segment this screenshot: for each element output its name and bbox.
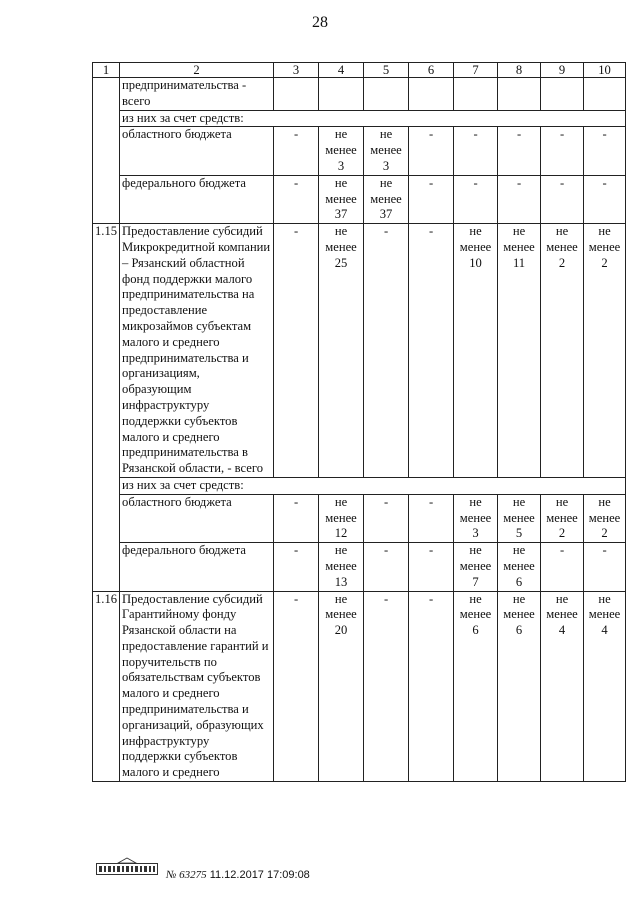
cell-value: не менее 7: [454, 543, 498, 591]
cell-value: не менее 2: [541, 224, 584, 478]
row-number: 1.15: [93, 224, 120, 591]
cell-value: -: [454, 175, 498, 223]
col-header: 3: [274, 63, 319, 78]
cell-value: не менее 11: [498, 224, 541, 478]
cell-value: не менее 4: [541, 591, 584, 782]
cell-value: не менее 37: [364, 175, 409, 223]
row-label: Предоставление субсидий Микрокредитной компании – Рязанский областной фонд поддержки малого предпринимательства на предоставление микрозаймов субъектам малого и среднего предпринимательства и организациям, образующим инфраструктуру поддержки субъектов малого и среднего предпринимательства в Рязанской области, - всего: [120, 224, 274, 478]
cell-value: не менее 3: [454, 494, 498, 542]
cell-value: -: [364, 591, 409, 782]
col-header: 2: [120, 63, 274, 78]
cell-value: -: [409, 127, 454, 175]
cell-value: -: [274, 224, 319, 478]
cell-value: -: [454, 127, 498, 175]
row-label: федерального бюджета: [120, 543, 274, 591]
document-datetime: 11.12.2017 17:09:08: [209, 869, 310, 881]
table-row: [93, 175, 626, 223]
row-label: Предоставление субсидий Гарантийному фонду Рязанской области на предоставление гарантий и поручительств по обязательствам субъектов малого и среднего предпринимательства и организаций, образующих инфраструктуру поддержки субъектов малого и среднего: [120, 591, 274, 782]
row-number: 1.16: [93, 591, 120, 782]
col-header: 1: [93, 63, 120, 78]
cell-value: -: [274, 591, 319, 782]
registry-stamp-icon: [96, 857, 158, 875]
cell-value: не менее 5: [498, 494, 541, 542]
cell-value: не менее 4: [584, 591, 626, 782]
cell-value: -: [541, 175, 584, 223]
cell-value: -: [498, 175, 541, 223]
table-row: [93, 224, 626, 478]
cell-value: не менее 6: [498, 591, 541, 782]
cell-value: не менее 37: [319, 175, 364, 223]
cell-value: -: [274, 494, 319, 542]
table-row: [93, 591, 626, 782]
table-row: [93, 110, 626, 127]
cell-value: не менее 2: [584, 224, 626, 478]
row-label: федерального бюджета: [120, 175, 274, 223]
cell-value: не менее 2: [584, 494, 626, 542]
cell-value: -: [541, 543, 584, 591]
cell-value: не менее 13: [319, 543, 364, 591]
table-row: [93, 543, 626, 591]
cell-value: -: [409, 175, 454, 223]
cell-value: -: [409, 224, 454, 478]
row-label: областного бюджета: [120, 494, 274, 542]
header-row: [93, 63, 626, 78]
table-row: [93, 494, 626, 542]
cell-value: -: [584, 127, 626, 175]
cell-value: -: [409, 543, 454, 591]
program-table: [92, 62, 626, 782]
cell-value: не менее 12: [319, 494, 364, 542]
cell-value: -: [274, 175, 319, 223]
cell-value: -: [409, 591, 454, 782]
col-header: 7: [454, 63, 498, 78]
cell-value: не менее 20: [319, 591, 364, 782]
cell-value: -: [364, 224, 409, 478]
col-header: 4: [319, 63, 364, 78]
cell-value: не менее 10: [454, 224, 498, 478]
col-header: 8: [498, 63, 541, 78]
document-number: № 63275: [166, 869, 207, 881]
cell-value: -: [364, 494, 409, 542]
cell-value: -: [274, 543, 319, 591]
col-header: 10: [584, 63, 626, 78]
cell-value: -: [498, 127, 541, 175]
page-number: 28: [312, 14, 328, 31]
row-label: предпринимательства - всего: [120, 78, 274, 111]
cell-value: не менее 3: [319, 127, 364, 175]
document-footer: [166, 869, 310, 881]
col-header: 5: [364, 63, 409, 78]
col-header: 9: [541, 63, 584, 78]
row-number-empty: [93, 78, 120, 224]
cell-value: -: [274, 127, 319, 175]
cell-value: -: [584, 543, 626, 591]
sub-heading: из них за счет средств:: [120, 477, 626, 494]
cell-value: не менее 25: [319, 224, 364, 478]
cell-value: -: [409, 494, 454, 542]
col-header: 6: [409, 63, 454, 78]
cell-value: не менее 2: [541, 494, 584, 542]
cell-value: не менее 6: [498, 543, 541, 591]
table-row: [93, 78, 626, 111]
sub-heading: из них за счет средств:: [120, 110, 626, 127]
row-label: областного бюджета: [120, 127, 274, 175]
cell-value: не менее 6: [454, 591, 498, 782]
table-row: [93, 127, 626, 175]
table-row: [93, 477, 626, 494]
cell-value: -: [584, 175, 626, 223]
cell-value: -: [541, 127, 584, 175]
cell-value: не менее 3: [364, 127, 409, 175]
cell-value: -: [364, 543, 409, 591]
